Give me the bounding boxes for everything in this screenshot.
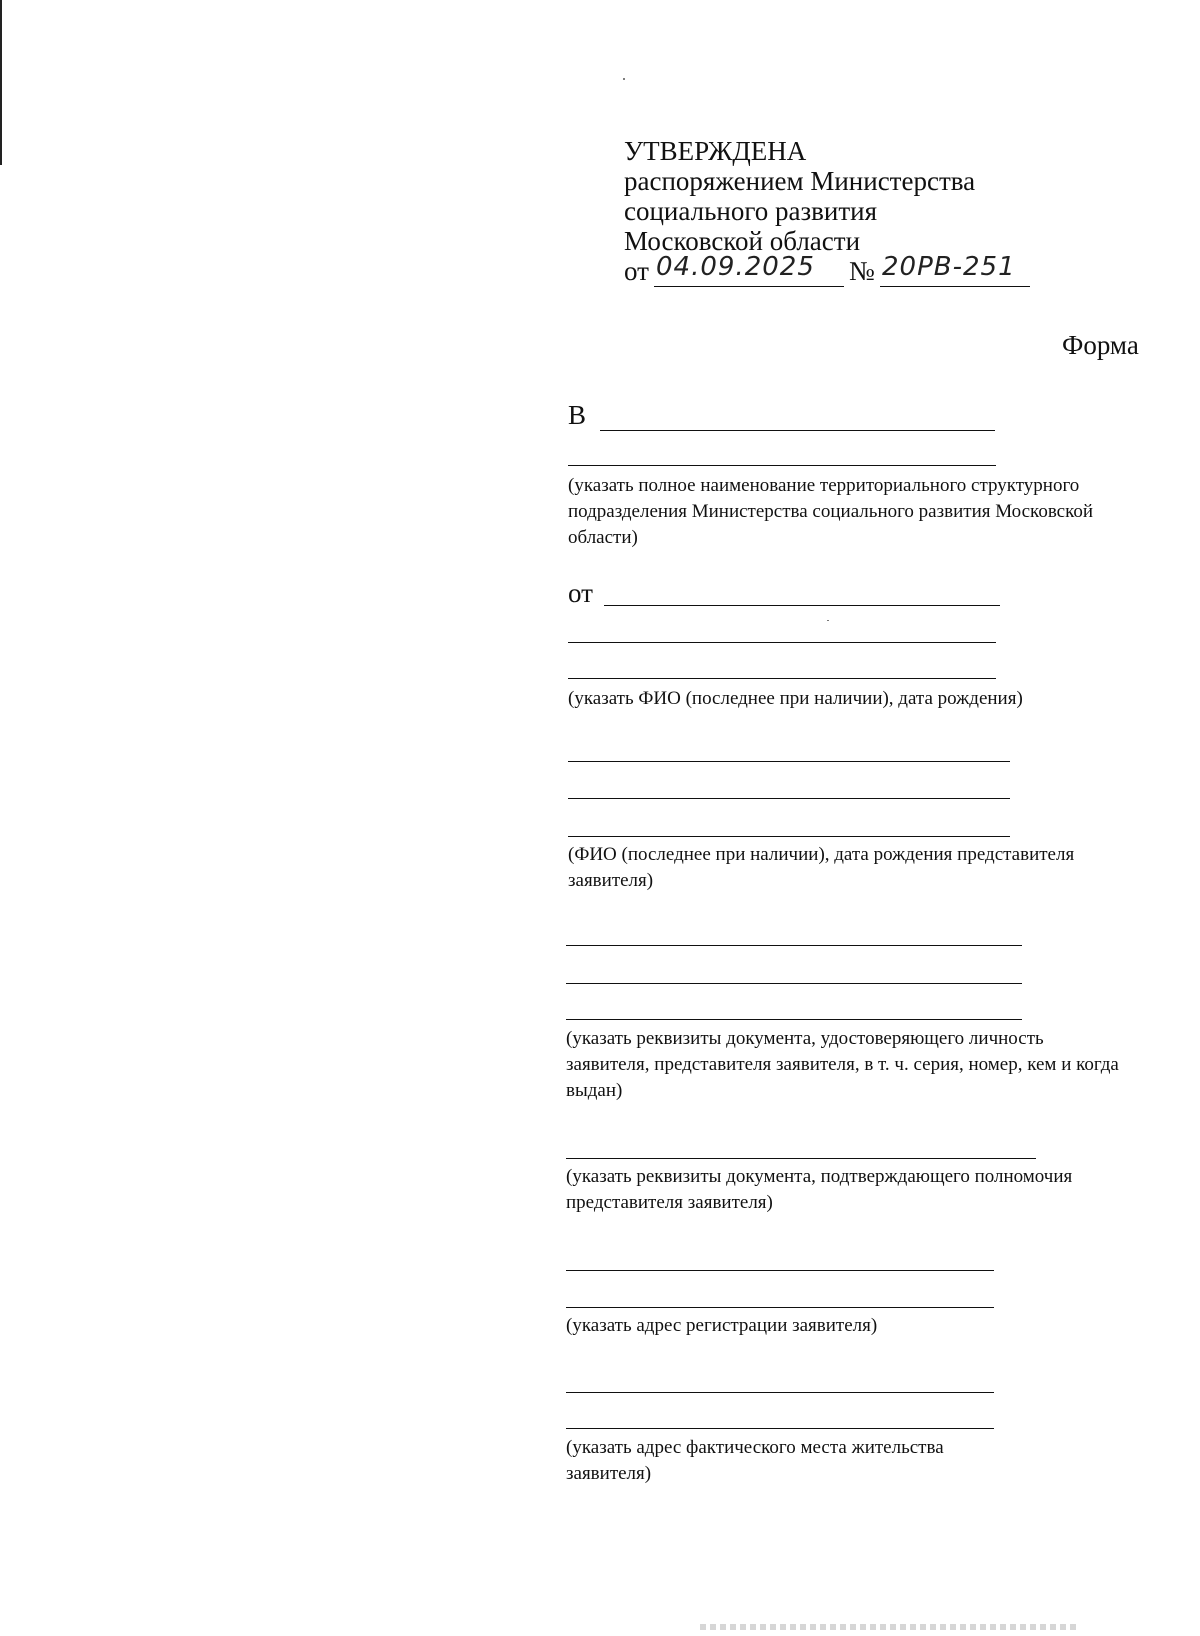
identity-doc-field-line-2[interactable] — [566, 983, 1022, 984]
applicant-field-line-2[interactable] — [568, 642, 996, 643]
approval-from-label: от — [624, 256, 649, 286]
form-label: Форма — [1062, 330, 1139, 360]
applicant-field-line-1[interactable] — [604, 605, 1000, 606]
approval-line-1: распоряжением Министерства — [624, 166, 976, 196]
registration-address-field-line-1[interactable] — [566, 1270, 994, 1271]
identity-doc-caption: (указать реквизиты документа, удостоверяющего личность заявителя, представителя заявителя, в т. ч. серия, номер, кем и когда выдан) — [566, 1028, 1119, 1101]
number-underline — [880, 286, 1030, 287]
applicant-field-line-3[interactable] — [568, 678, 996, 679]
scan-speck — [623, 78, 625, 80]
date-underline — [654, 286, 844, 287]
actual-address-field-line-2[interactable] — [566, 1428, 994, 1429]
actual-address-caption: (указать адрес фактического места жительства заявителя) — [566, 1437, 944, 1484]
applicant-caption: (указать ФИО (последнее при наличии), дата рождения) — [568, 688, 1023, 709]
approval-number-sign: № — [849, 256, 875, 286]
from-label: от — [568, 578, 593, 608]
approval-date-row — [624, 252, 1016, 290]
bottom-scan-artifact — [700, 1624, 1080, 1630]
to-field-line-1[interactable] — [600, 430, 995, 431]
approval-line-3: Московской области — [624, 226, 861, 256]
approval-block — [624, 136, 1016, 290]
registration-address-caption: (указать адрес регистрации заявителя) — [566, 1315, 878, 1336]
approval-number: 20РВ-251 — [882, 252, 1016, 282]
registration-address-field-line-2[interactable] — [566, 1307, 994, 1308]
authority-doc-field-line[interactable] — [566, 1158, 1036, 1159]
representative-caption: (ФИО (последнее при наличии), дата рождения представителя заявителя) — [568, 844, 1075, 891]
to-caption: (указать полное наименование территориального структурного подразделения Министерства социального развития Московской области) — [568, 475, 1094, 548]
identity-doc-field-line-3[interactable] — [566, 1019, 1022, 1020]
identity-doc-field-line-1[interactable] — [566, 945, 1022, 946]
actual-address-field-line-1[interactable] — [566, 1392, 994, 1393]
to-label: В — [568, 400, 587, 430]
approval-date: 04.09.2025 — [656, 252, 815, 282]
authority-doc-caption: (указать реквизиты документа, подтверждающего полномочия представителя заявителя) — [566, 1166, 1073, 1213]
scan-speck — [827, 620, 829, 621]
representative-field-line-3[interactable] — [568, 836, 1010, 837]
approval-title: УТВЕРЖДЕНА — [624, 136, 807, 166]
scan-edge-mark — [0, 0, 2, 165]
representative-field-line-2[interactable] — [568, 798, 1010, 799]
representative-field-line-1[interactable] — [568, 761, 1010, 762]
approval-line-2: социального развития — [624, 196, 878, 226]
to-field-line-2[interactable] — [568, 465, 996, 466]
